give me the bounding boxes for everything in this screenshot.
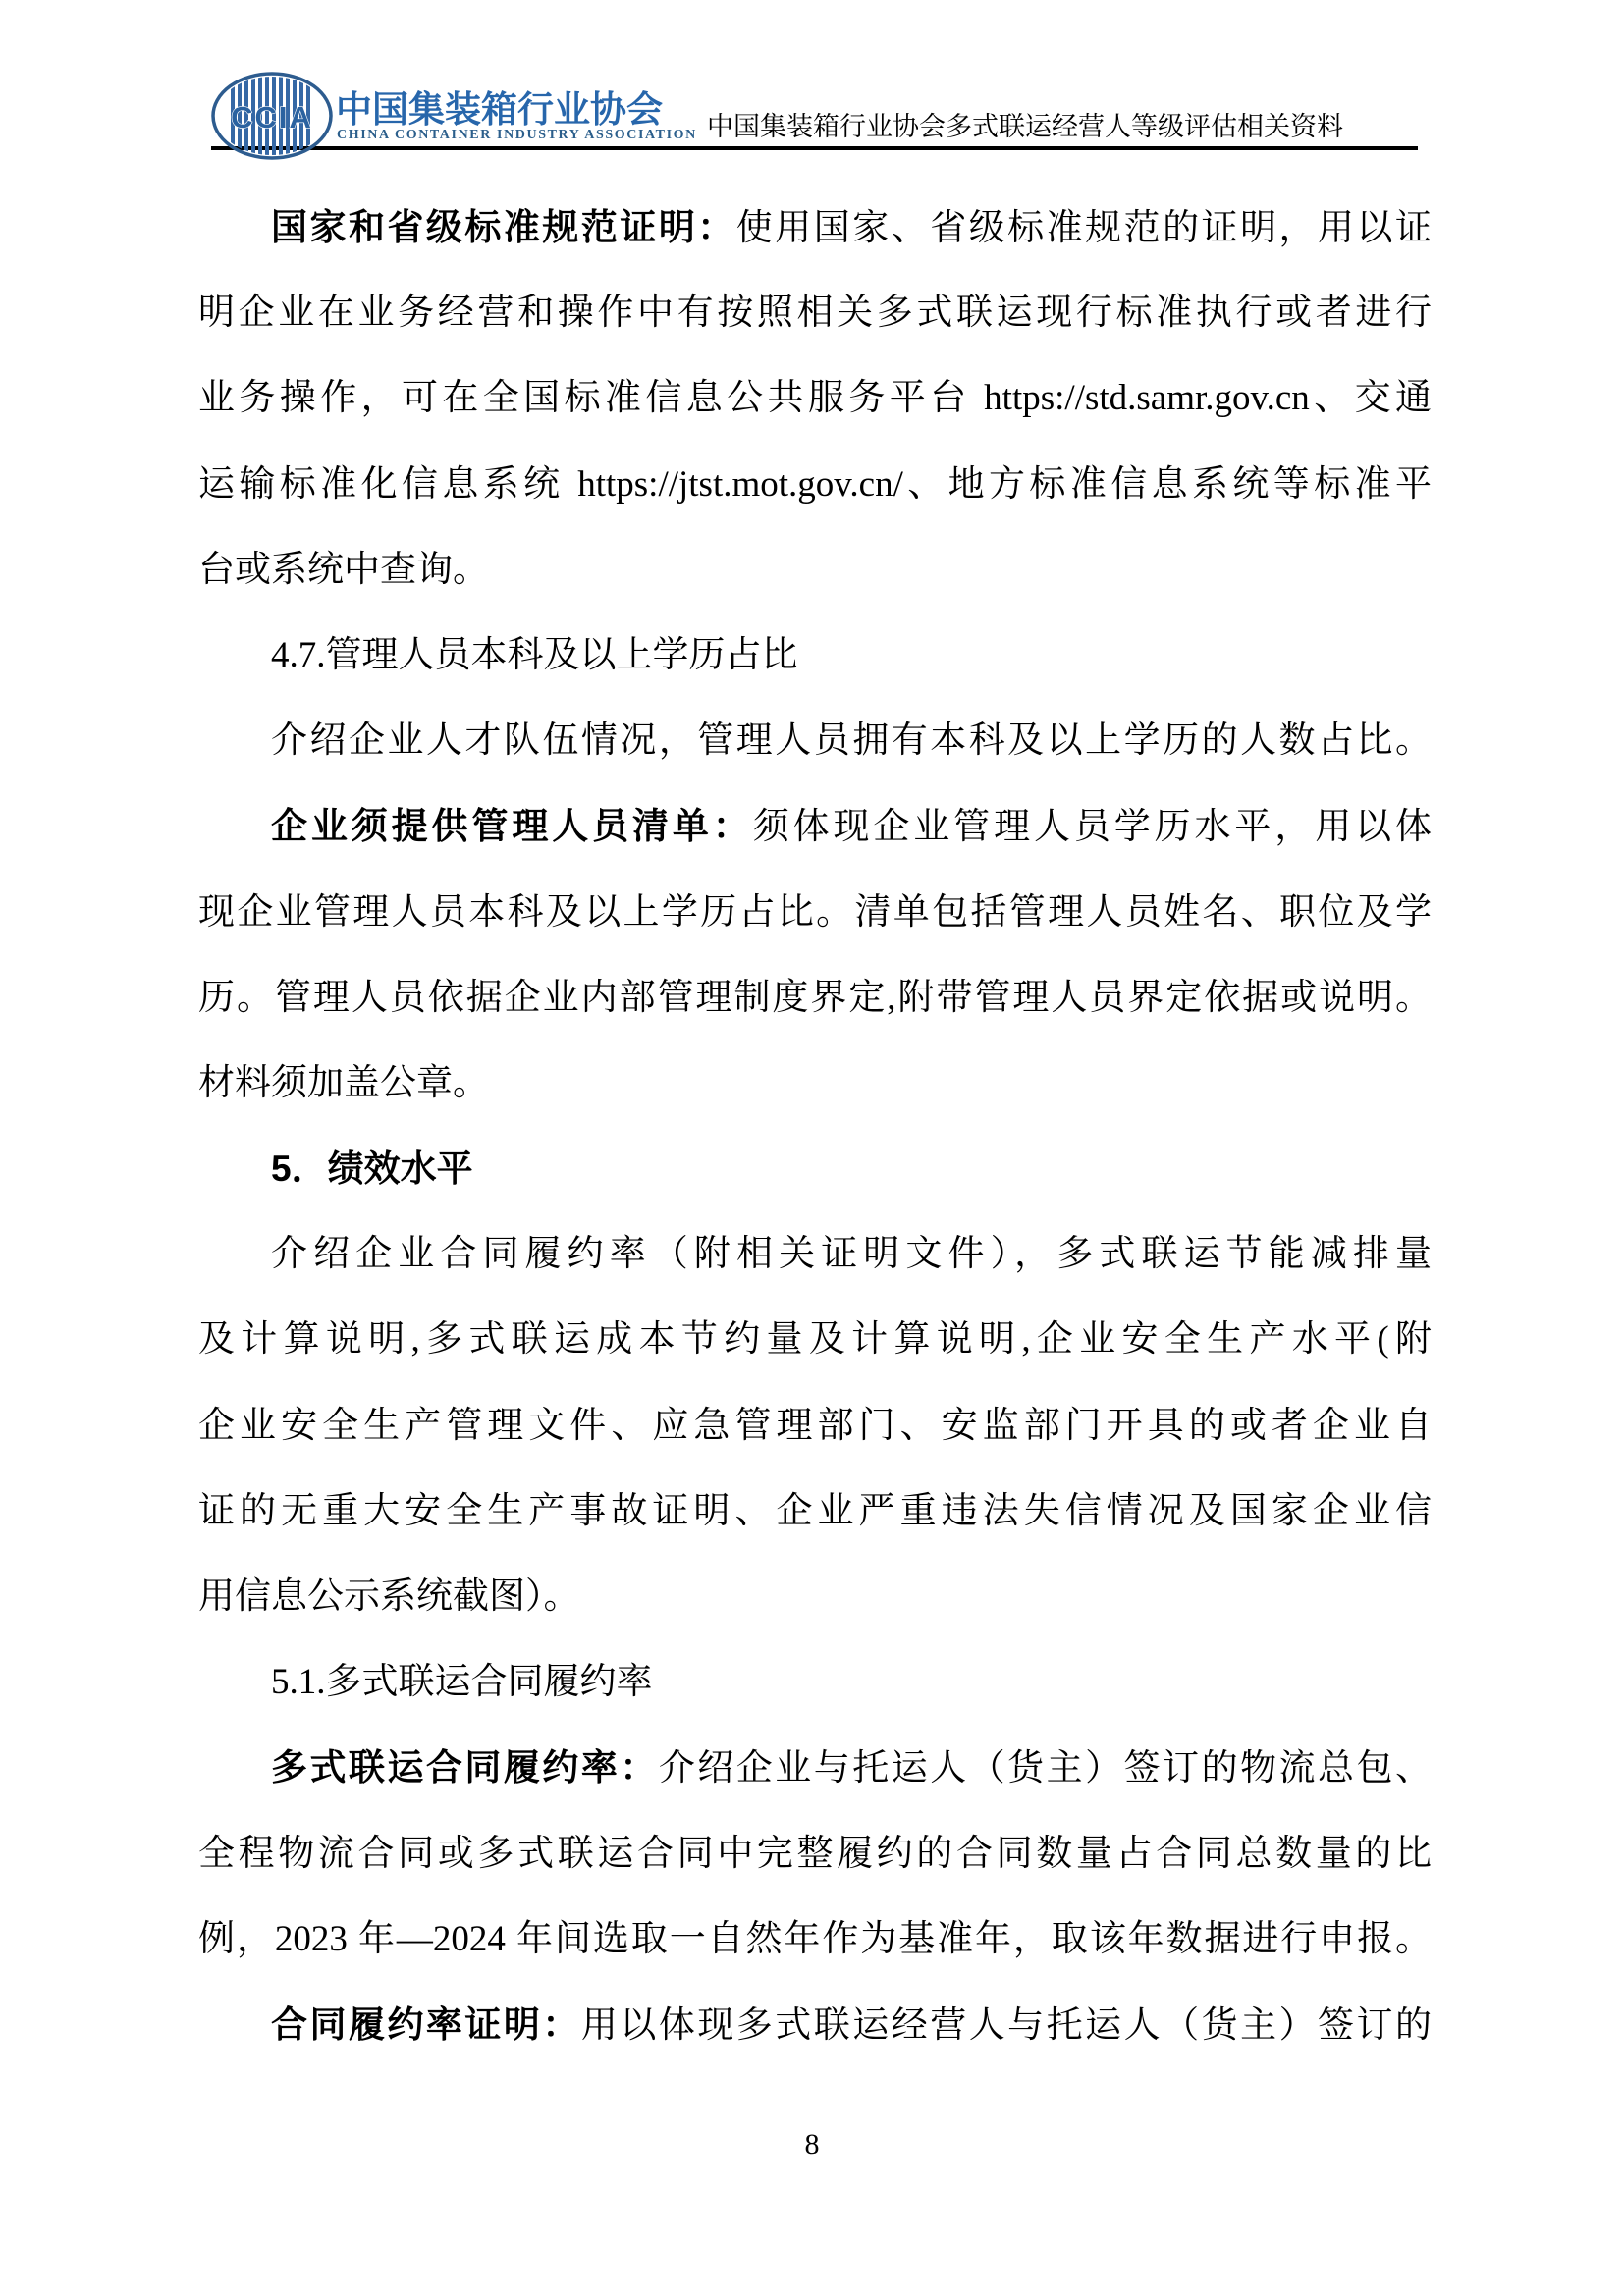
body-line [198,527,1432,613]
body-line [198,270,1432,355]
line-text: 4.7.管理人员本科及以上学历占比 [271,634,798,675]
header-divider [211,146,1418,150]
ccia-logo-icon [209,71,337,164]
association-name-en: CHINA CONTAINER INDUSTRY ASSOCIATION [337,128,697,142]
line-text: 介绍企业合同履约率（附相关证明文件），多式联运节能减排量 [271,1234,1432,1275]
bold-lead: 国家和省级标准规范证明： [271,207,736,247]
line-text: 介绍企业与托运人（货主）签订的物流总包、 [658,1748,1432,1789]
body-line [198,955,1432,1041]
body-line [198,1211,1432,1297]
body-line [198,1297,1432,1382]
body-line [198,355,1432,441]
bold-lead: 5．绩效水平 [271,1148,473,1190]
line-text: 用以体现多式联运经营人与托运人（货主）签订的 [580,2004,1432,2046]
page-number: 8 [804,2128,820,2161]
body-line [198,442,1432,527]
line-text: 使用国家、省级标准规范的证明，用以证 [735,208,1432,248]
body-line [198,1811,1432,1896]
bold-lead: 企业须提供管理人员清单： [271,806,753,847]
body-line [198,1982,1432,2067]
association-name-cn: 中国集装箱行业协会 [336,89,663,130]
body-line [198,1554,1432,1639]
bold-lead: 合同履约率证明： [271,2003,581,2045]
section-heading-4-7 [198,613,1432,698]
body-line [198,1725,1432,1810]
line-text: 全程物流合同或多式联运合同中完整履约的合同数量占合同总数量的比 [198,1833,1432,1874]
line-text: 5.1.多式联运合同履约率 [271,1662,653,1703]
line-text: 历。管理人员依据企业内部管理制度界定,附带管理人员界定依据或说明。 [198,977,1432,1018]
body-line [198,1041,1432,1126]
section-heading-5-1 [198,1639,1432,1725]
line-text: 例，2023 年—2024 年间选取一自然年作为基准年，取该年数据进行申报。 [198,1918,1432,1959]
body-line [198,1383,1432,1468]
ccia-acronym: CCIA [231,100,313,134]
line-text: 须体现企业管理人员学历水平，用以体 [752,807,1432,848]
line-text: 材料须加盖公章。 [198,1062,489,1103]
bold-lead: 多式联运合同履约率： [271,1747,659,1789]
line-text: 介绍企业人才队伍情况，管理人员拥有本科及以上学历的人数占比。 [271,721,1432,762]
document-body [198,185,1432,2067]
line-text: 企业安全生产管理文件、应急管理部门、安监部门开具的或者企业自 [198,1405,1432,1446]
line-text: 业务操作，可在全国标准信息公共服务平台 https://std.samr.gov.cn、交通 [198,378,1432,419]
line-text: 运输标准化信息系统 https://jtst.mot.gov.cn/、地方标准信息系统等标准平 [198,463,1432,505]
body-line [198,783,1432,869]
line-text: 用信息公示系统截图）。 [198,1576,580,1617]
body-line [198,185,1432,270]
body-line [198,1468,1432,1554]
document-header-title: 中国集装箱行业协会多式联运经营人等级评估相关资料 [707,112,1343,141]
line-text: 及计算说明,多式联运成本节约量及计算说明,企业安全生产水平(附 [198,1319,1432,1361]
body-line [198,1896,1432,1982]
line-text: 证的无重大安全生产事故证明、企业严重违法失信情况及国家企业信 [198,1490,1432,1531]
line-text: 现企业管理人员本科及以上学历占比。清单包括管理人员姓名、职位及学 [198,891,1432,933]
section-heading-5 [198,1126,1432,1211]
body-line [198,698,1432,783]
body-line [198,870,1432,955]
line-text: 明企业在业务经营和操作中有按照相关多式联运现行标准执行或者进行 [198,293,1432,334]
line-text: 台或系统中查询。 [198,549,489,590]
